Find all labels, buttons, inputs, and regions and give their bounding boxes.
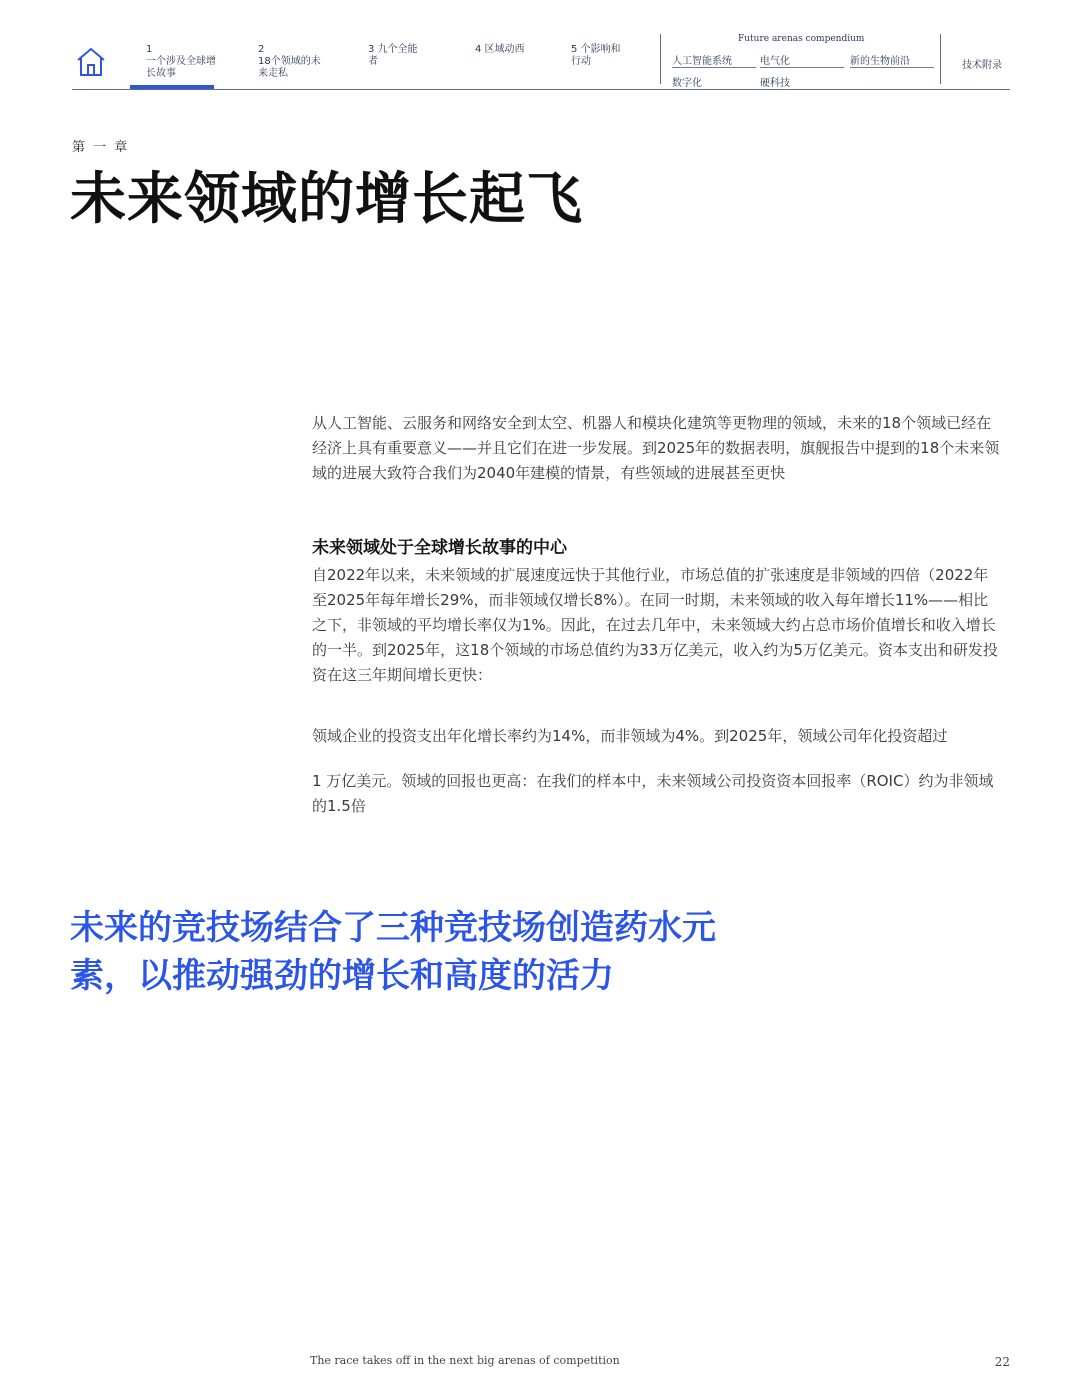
body-paragraph: 1 万亿美元。领域的回报也更高：在我们的样本中，未来领域公司投资资本回报率（ROIC）约为非领域的1.5倍 [312, 772, 994, 815]
page-number: 22 [994, 1355, 1010, 1369]
chapter-label: 第 一 章 [72, 140, 130, 155]
body-paragraph: 领域企业的投资支出年化增长率约为14%，而非领域为4%。到2025年，领域公司年化投资超过 [312, 727, 948, 745]
nav-item-label: 一个涉及全球增长故事 [146, 56, 216, 79]
compendium-underline [672, 67, 756, 68]
compendium-item-bio[interactable]: 新的生物前沿 [850, 56, 910, 67]
compendium-underline [760, 67, 844, 68]
compendium-title: Future arenas compendium [738, 34, 865, 44]
page-title: 未来领域的增长起飞 [70, 167, 583, 232]
home-icon[interactable] [76, 46, 106, 78]
nav-item-label: 5 个影响和行动 [571, 44, 621, 67]
nav-item-5[interactable] [571, 44, 629, 68]
nav-item-label: 4 区域动西 [475, 44, 525, 55]
body-paragraph: 自2022年以来，未来领域的扩展速度远快于其他行业，市场总值的扩张速度是非领域的四倍（2022年至2025年每年增长29%，而非领域仅增长8%）。在同一时期，未来领域的收入每年增长11%——相比之下，非领域的平均增长率仅为1%。因此，在过去几年中，未来领域大约占总市场价值增长和收入增长的一半。到2025年，这18个领域的市场总值约为33万亿美元，收入约为5万亿美元。资本支出和研发投资在这三年期间增长更快： [312, 566, 998, 684]
nav-divider [660, 34, 661, 84]
nav-item-label: 18个领域的未来走私 [258, 56, 321, 79]
compendium-underline [850, 67, 934, 68]
nav-item-4[interactable] [475, 44, 527, 56]
compendium-item-hardtech[interactable]: 硬科技 [760, 78, 790, 89]
compendium-item-digital[interactable]: 数字化 [672, 78, 702, 89]
compendium-item-ai[interactable]: 人工智能系统 [672, 56, 732, 67]
nav-bottom-rule [72, 89, 1010, 90]
nav-item-1[interactable]: 1 一个涉及全球增长故事 [146, 44, 216, 79]
section-subheading: 未来领域处于全球增长故事的中心 [312, 538, 567, 558]
intro-paragraph: 从人工智能、云服务和网络安全到太空、机器人和模块化建筑等更物理的领域，未来的18个领域已经在经济上具有重要意义——并且它们在进一步发展。到2025年的数据表明，旗舰报告中提到的18个未来领域的进展大致符合我们为2040年建模的情景，有些领域的进展甚至更快 [312, 414, 1000, 482]
nav-divider [940, 34, 941, 84]
nav-item-3[interactable] [368, 44, 426, 68]
compendium-item-electrification[interactable]: 电气化 [760, 56, 790, 67]
footer-text: The race takes off in the next big arenas of competition [310, 1354, 620, 1367]
tech-appendix-link[interactable]: 技术附录 [962, 60, 1002, 71]
nav-item-2[interactable]: 2 18个领域的未来走私 [258, 44, 321, 79]
nav-item-label: 3 九个全能者 [368, 44, 418, 67]
pull-quote: 未来的竞技场结合了三种竞技场创造药水元素，以推动强劲的增长和高度的活力 [70, 908, 716, 996]
